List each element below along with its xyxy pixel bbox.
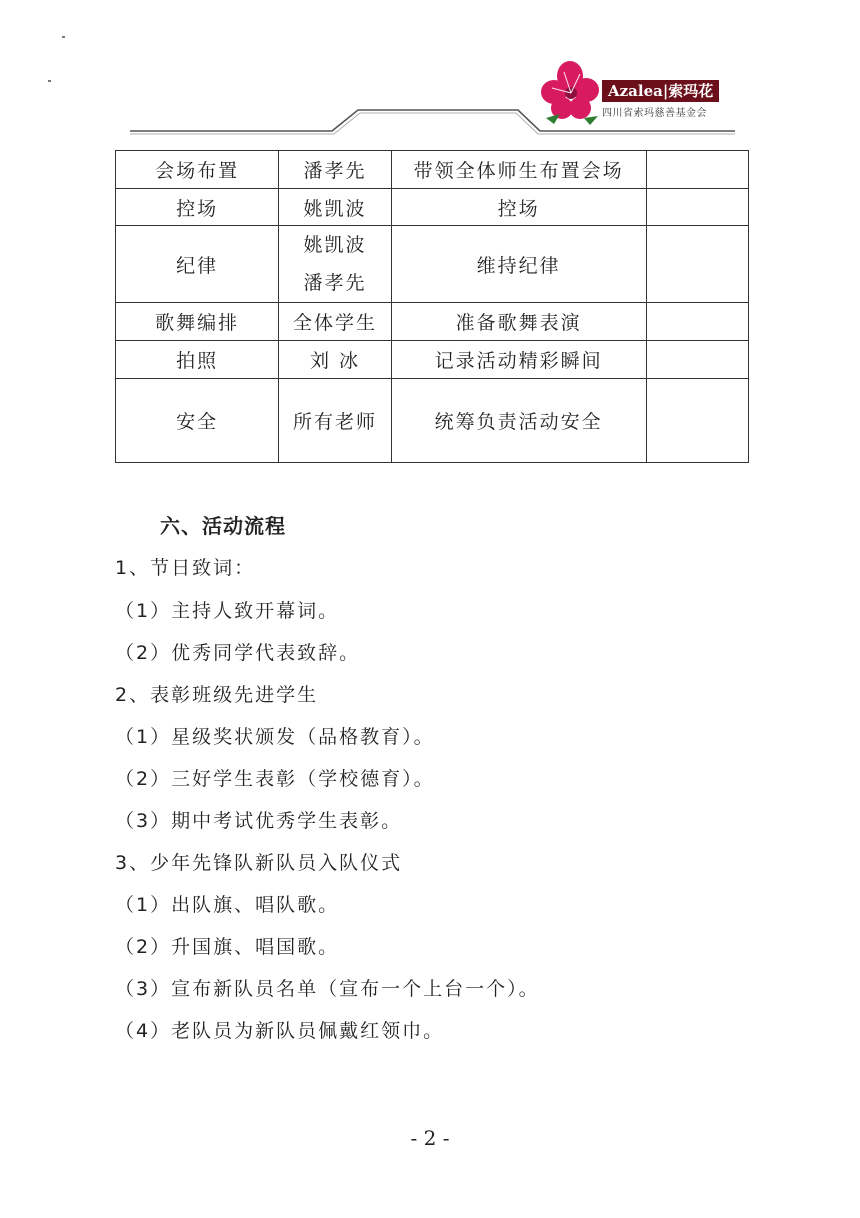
table-cell-person: 潘孝先: [279, 151, 392, 189]
table-cell-note: [646, 226, 748, 303]
azalea-flower-icon: [540, 58, 604, 126]
table-cell-task: 控场: [116, 189, 279, 226]
table-cell-note: [646, 189, 748, 226]
list-item: （3）宣布新队员名单（宣布一个上台一个）。: [115, 978, 540, 1000]
table-cell-duty: 准备歌舞表演: [391, 303, 646, 341]
list-item: （1）主持人致开幕词。: [115, 600, 340, 622]
table-cell-task: 安全: [116, 379, 279, 463]
table-cell-note: [646, 151, 748, 189]
logo-subtitle: 四川省索玛慈善基金会: [602, 108, 707, 119]
table-row: [116, 189, 749, 226]
list-item: （2）升国旗、唱国歌。: [115, 936, 340, 958]
table-cell-note: [646, 303, 748, 341]
list-item: （1）星级奖状颁发（品格教育）。: [115, 726, 435, 748]
duty-table: [115, 150, 749, 463]
person-name: 姚凯波: [303, 234, 367, 256]
table-cell-duty: 维持纪律: [391, 226, 646, 303]
table-cell-task: 歌舞编排: [116, 303, 279, 341]
table-cell-person: [279, 226, 392, 303]
table-cell-note: [646, 341, 748, 379]
table-cell-duty: 控场: [391, 189, 646, 226]
header-rule: [0, 0, 860, 140]
table-cell-duty: 记录活动精彩瞬间: [391, 341, 646, 379]
table-cell-note: [646, 379, 748, 463]
table-cell-duty: 带领全体师生布置会场: [391, 151, 646, 189]
list-item: （2）优秀同学代表致辞。: [115, 642, 361, 664]
list-item: （2）三好学生表彰（学校德育）。: [115, 768, 435, 790]
table-cell-task: 拍照: [116, 341, 279, 379]
table-cell-task: 纪律: [116, 226, 279, 303]
table-cell-person: 刘 冰: [279, 341, 392, 379]
table-cell-task: 会场布置: [116, 151, 279, 189]
section-heading: 六、活动流程: [160, 514, 286, 538]
list-item: 3、少年先锋队新队员入队仪式: [115, 852, 403, 874]
logo-brand-label: Azalea|索玛花: [602, 80, 719, 102]
table-cell-person: 所有老师: [279, 379, 392, 463]
list-item: （1）出队旗、唱队歌。: [115, 894, 340, 916]
list-item: 2、表彰班级先进学生: [115, 684, 319, 706]
list-item: （4）老队员为新队员佩戴红领巾。: [115, 1020, 445, 1042]
table-cell-duty: 统筹负责活动安全: [391, 379, 646, 463]
table-row: [116, 226, 749, 303]
table-row: [116, 379, 749, 463]
table-cell-person: 全体学生: [279, 303, 392, 341]
table-cell-person: 姚凯波: [279, 189, 392, 226]
table-row: [116, 151, 749, 189]
page-number: - 2 -: [410, 1126, 450, 1150]
table-row: [116, 303, 749, 341]
person-name: 潘孝先: [303, 272, 367, 294]
list-item: 1、节日致词：: [115, 557, 256, 579]
table-row: [116, 341, 749, 379]
foundation-logo: [540, 58, 720, 128]
list-item: （3）期中考试优秀学生表彰。: [115, 810, 403, 832]
